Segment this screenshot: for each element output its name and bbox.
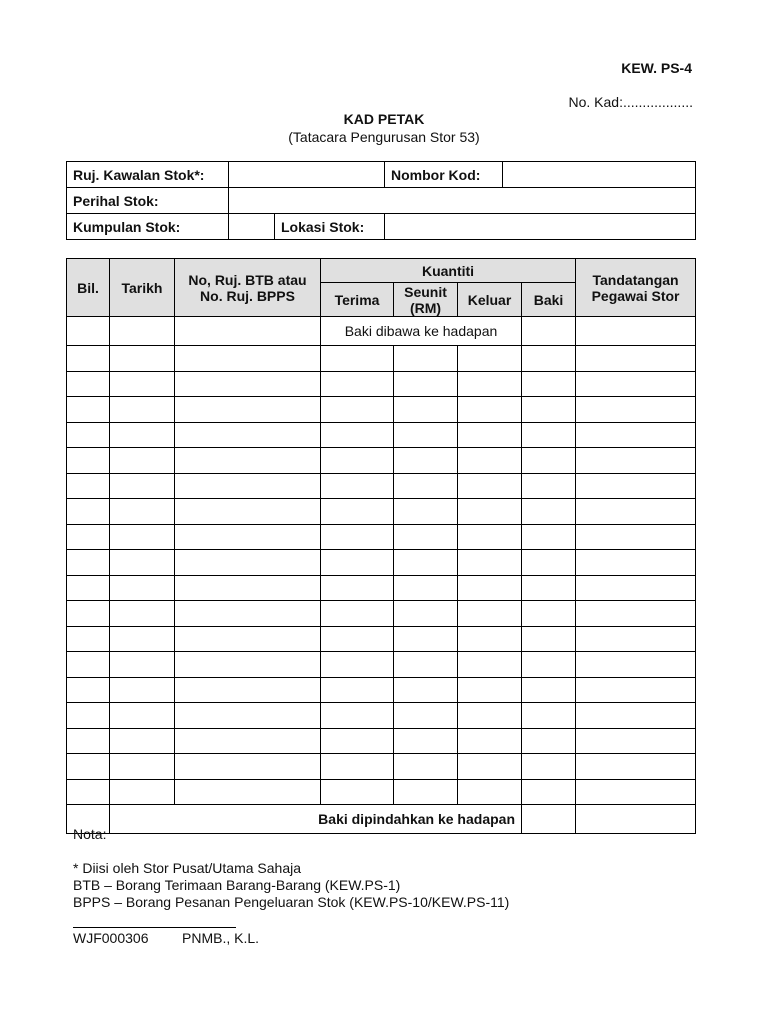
col-header-signature-line2: Pegawai Stor [591, 287, 680, 304]
cell-no[interactable] [67, 626, 110, 652]
cell-signature[interactable] [576, 397, 696, 423]
cell-signature[interactable] [576, 550, 696, 576]
cell-no[interactable] [67, 448, 110, 474]
cell-issue[interactable] [458, 652, 522, 678]
cell-unit-price[interactable] [394, 550, 458, 576]
cell-no[interactable] [67, 575, 110, 601]
ledger-row [67, 677, 696, 703]
cell-signature[interactable] [576, 371, 696, 397]
cell-balance[interactable] [522, 677, 576, 703]
cell-date[interactable] [110, 499, 175, 525]
cell-unit-price[interactable] [394, 779, 458, 805]
cell-receive[interactable] [321, 371, 394, 397]
stock-ledger-table [66, 258, 696, 834]
cell-balance[interactable] [522, 779, 576, 805]
cell-date[interactable] [110, 575, 175, 601]
cell-unit-price[interactable] [394, 754, 458, 780]
cell-reference[interactable] [175, 524, 321, 550]
cell-balance[interactable] [522, 422, 576, 448]
stock-location-label: Lokasi Stok: [275, 214, 385, 240]
cell-no[interactable] [67, 677, 110, 703]
cell-issue[interactable] [458, 754, 522, 780]
cell-signature[interactable] [576, 626, 696, 652]
cell-unit-price[interactable] [394, 448, 458, 474]
cell-issue[interactable] [458, 550, 522, 576]
cell-date[interactable] [110, 626, 175, 652]
cell-balance[interactable] [522, 448, 576, 474]
cell-reference[interactable] [175, 703, 321, 729]
cell-unit-price[interactable] [394, 652, 458, 678]
cell-date[interactable] [110, 779, 175, 805]
ledger-row [67, 652, 696, 678]
cell-issue[interactable] [458, 397, 522, 423]
cell-unit-price[interactable] [394, 371, 458, 397]
cell-date[interactable] [110, 728, 175, 754]
cell-date[interactable] [110, 754, 175, 780]
cell-receive[interactable] [321, 754, 394, 780]
col-header-unit-price-line2: (RM) [409, 299, 442, 316]
cell-signature[interactable] [576, 346, 696, 372]
cell-balance[interactable] [522, 499, 576, 525]
cell-balance[interactable] [522, 550, 576, 576]
cell-issue[interactable] [458, 346, 522, 372]
cell-balance[interactable] [522, 626, 576, 652]
cell-date[interactable] [110, 473, 175, 499]
cell-balance[interactable] [522, 317, 576, 346]
cell-unit-price[interactable] [394, 626, 458, 652]
cell-signature[interactable] [576, 317, 696, 346]
cell-reference[interactable] [175, 677, 321, 703]
cell-date[interactable] [110, 550, 175, 576]
cell-unit-price[interactable] [394, 499, 458, 525]
ledger-row [67, 728, 696, 754]
cell-reference[interactable] [175, 754, 321, 780]
notes-heading: Nota: [73, 826, 107, 842]
cell-date[interactable] [110, 703, 175, 729]
cell-receive[interactable] [321, 346, 394, 372]
cell-reference[interactable] [175, 317, 321, 346]
cell-receive[interactable] [321, 575, 394, 601]
balance-carried-forward-label: Baki dipindahkan ke hadapan [110, 805, 522, 834]
cell-signature[interactable] [576, 754, 696, 780]
cell-unit-price[interactable] [394, 677, 458, 703]
col-header-unit-price-line1: Seunit [404, 283, 447, 300]
cell-balance[interactable] [522, 473, 576, 499]
cell-reference[interactable] [175, 371, 321, 397]
stock-description-label: Perihal Stok: [67, 188, 229, 214]
cell-signature[interactable] [576, 728, 696, 754]
cell-reference[interactable] [175, 499, 321, 525]
balance-brought-forward-label: Baki dibawa ke hadapan [321, 317, 522, 346]
cell-reference[interactable] [175, 779, 321, 805]
col-header-receive: Terima [321, 283, 394, 317]
publisher: PNMB., K.L. [182, 930, 260, 946]
cell-balance[interactable] [522, 397, 576, 423]
cell-unit-price[interactable] [394, 524, 458, 550]
stock-description-field[interactable] [229, 188, 696, 214]
cell-unit-price[interactable] [394, 346, 458, 372]
cell-balance[interactable] [522, 601, 576, 627]
col-header-reference-line2: No. Ruj. BPPS [200, 287, 295, 304]
ledger-row [67, 499, 696, 525]
cell-no[interactable] [67, 754, 110, 780]
page-title: KAD PETAK [343, 111, 425, 127]
cell-receive[interactable] [321, 448, 394, 474]
cell-reference[interactable] [175, 397, 321, 423]
note-line-1: * Diisi oleh Stor Pusat/Utama Sahaja [73, 860, 301, 876]
cell-date[interactable] [110, 524, 175, 550]
cell-date[interactable] [110, 601, 175, 627]
stock-control-ref-field[interactable] [229, 162, 385, 188]
cell-no[interactable] [67, 779, 110, 805]
col-header-unit-price [394, 283, 458, 317]
cell-receive[interactable] [321, 397, 394, 423]
cell-no[interactable] [67, 371, 110, 397]
cell-signature[interactable] [576, 422, 696, 448]
cell-receive[interactable] [321, 677, 394, 703]
code-number-field[interactable] [503, 162, 696, 188]
cell-balance[interactable] [522, 728, 576, 754]
cell-signature[interactable] [576, 805, 696, 834]
ledger-row [67, 703, 696, 729]
cell-reference[interactable] [175, 473, 321, 499]
cell-balance[interactable] [522, 371, 576, 397]
cell-reference[interactable] [175, 626, 321, 652]
stock-control-ref-label: Ruj. Kawalan Stok*: [67, 162, 229, 188]
cell-receive[interactable] [321, 550, 394, 576]
cell-balance[interactable] [522, 805, 576, 834]
cell-signature[interactable] [576, 703, 696, 729]
cell-no[interactable] [67, 422, 110, 448]
ledger-row [67, 779, 696, 805]
cell-receive[interactable] [321, 601, 394, 627]
cell-receive[interactable] [321, 422, 394, 448]
cell-balance[interactable] [522, 575, 576, 601]
carried-forward-row [67, 317, 696, 346]
cell-no[interactable] [67, 317, 110, 346]
cell-no[interactable] [67, 524, 110, 550]
cell-reference[interactable] [175, 550, 321, 576]
cell-unit-price[interactable] [394, 422, 458, 448]
cell-receive[interactable] [321, 473, 394, 499]
ledger-row [67, 754, 696, 780]
cell-reference[interactable] [175, 575, 321, 601]
notes-section [73, 826, 509, 911]
cell-issue[interactable] [458, 575, 522, 601]
cell-reference[interactable] [175, 346, 321, 372]
ledger-row [67, 626, 696, 652]
cell-receive[interactable] [321, 779, 394, 805]
cell-issue[interactable] [458, 703, 522, 729]
cell-no[interactable] [67, 346, 110, 372]
cell-issue[interactable] [458, 448, 522, 474]
cell-balance[interactable] [522, 703, 576, 729]
cell-date[interactable] [110, 371, 175, 397]
cell-signature[interactable] [576, 499, 696, 525]
cell-no[interactable] [67, 703, 110, 729]
note-line-3: BPPS – Borang Pesanan Pengeluaran Stok (KEW.PS-10/KEW.PS-11) [73, 894, 510, 910]
cell-issue[interactable] [458, 422, 522, 448]
note-line-2: BTB – Borang Terimaan Barang-Barang (KEW.PS-1) [73, 877, 401, 893]
cell-no[interactable] [67, 397, 110, 423]
col-header-signature-line1: Tandatangan [592, 271, 679, 288]
stock-group-label: Kumpulan Stok: [67, 214, 229, 240]
cell-reference[interactable] [175, 448, 321, 474]
cell-signature[interactable] [576, 524, 696, 550]
cell-unit-price[interactable] [394, 601, 458, 627]
cell-issue[interactable] [458, 677, 522, 703]
cell-signature[interactable] [576, 448, 696, 474]
cell-issue[interactable] [458, 626, 522, 652]
stock-group-field[interactable] [229, 214, 275, 240]
cell-issue[interactable] [458, 473, 522, 499]
ledger-row [67, 371, 696, 397]
col-header-balance: Baki [522, 283, 576, 317]
cell-reference[interactable] [175, 422, 321, 448]
ledger-row [67, 448, 696, 474]
footer [73, 930, 259, 946]
cell-receive[interactable] [321, 499, 394, 525]
cell-receive[interactable] [321, 626, 394, 652]
col-header-signature [576, 259, 696, 317]
title-block [0, 110, 768, 146]
cell-no[interactable] [67, 550, 110, 576]
cell-reference[interactable] [175, 728, 321, 754]
cell-no[interactable] [67, 499, 110, 525]
cell-balance[interactable] [522, 652, 576, 678]
col-header-issue: Keluar [458, 283, 522, 317]
cell-date[interactable] [110, 317, 175, 346]
cell-signature[interactable] [576, 473, 696, 499]
cell-issue[interactable] [458, 499, 522, 525]
col-header-reference [175, 259, 321, 317]
cell-issue[interactable] [458, 779, 522, 805]
ledger-row [67, 575, 696, 601]
cell-issue[interactable] [458, 524, 522, 550]
col-header-reference-line1: No, Ruj. BTB atau [188, 271, 307, 288]
stock-location-field[interactable] [385, 214, 696, 240]
col-header-quantity-group: Kuantiti [321, 259, 576, 283]
col-header-no: Bil. [67, 259, 110, 317]
cell-date[interactable] [110, 652, 175, 678]
cell-signature[interactable] [576, 575, 696, 601]
cell-date[interactable] [110, 397, 175, 423]
cell-issue[interactable] [458, 728, 522, 754]
cell-balance[interactable] [522, 754, 576, 780]
cell-date[interactable] [110, 422, 175, 448]
document-id: WJF000306 [73, 930, 149, 946]
cell-no[interactable] [67, 601, 110, 627]
cell-issue[interactable] [458, 601, 522, 627]
ledger-row [67, 397, 696, 423]
cell-unit-price[interactable] [394, 397, 458, 423]
card-number-field[interactable]: No. Kad:.................. [568, 94, 693, 110]
cell-receive[interactable] [321, 728, 394, 754]
cell-no[interactable] [67, 473, 110, 499]
ledger-row [67, 346, 696, 372]
ledger-row [67, 550, 696, 576]
form-code: KEW. PS-4 [621, 60, 692, 76]
cell-issue[interactable] [458, 371, 522, 397]
cell-date[interactable] [110, 448, 175, 474]
cell-balance[interactable] [522, 346, 576, 372]
ledger-row [67, 601, 696, 627]
cell-signature[interactable] [576, 601, 696, 627]
cell-unit-price[interactable] [394, 703, 458, 729]
col-header-date: Tarikh [110, 259, 175, 317]
cell-receive[interactable] [321, 703, 394, 729]
cell-signature[interactable] [576, 652, 696, 678]
cell-signature[interactable] [576, 779, 696, 805]
cell-balance[interactable] [522, 524, 576, 550]
cell-unit-price[interactable] [394, 473, 458, 499]
cell-unit-price[interactable] [394, 728, 458, 754]
cell-no[interactable] [67, 728, 110, 754]
cell-reference[interactable] [175, 652, 321, 678]
cell-signature[interactable] [576, 677, 696, 703]
cell-date[interactable] [110, 677, 175, 703]
cell-receive[interactable] [321, 524, 394, 550]
cell-date[interactable] [110, 346, 175, 372]
cell-reference[interactable] [175, 601, 321, 627]
cell-unit-price[interactable] [394, 575, 458, 601]
ledger-row [67, 422, 696, 448]
stock-info-table [66, 161, 696, 240]
code-number-label: Nombor Kod: [385, 162, 503, 188]
cell-receive[interactable] [321, 652, 394, 678]
footer-divider [73, 927, 236, 928]
page-subtitle: (Tatacara Pengurusan Stor 53) [288, 129, 480, 145]
cell-no[interactable] [67, 652, 110, 678]
ledger-row [67, 473, 696, 499]
ledger-row [67, 524, 696, 550]
